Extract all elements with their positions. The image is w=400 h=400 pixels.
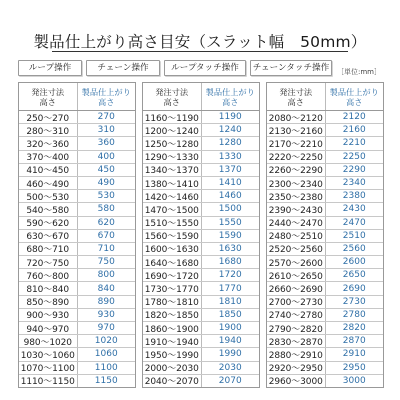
- header-order-height: 発注寸法 高さ: [267, 83, 326, 110]
- finished-height-cell: 2250: [342, 151, 366, 162]
- table-row: [267, 296, 383, 309]
- order-height-cell: 2260〜2290: [267, 164, 326, 176]
- order-height-cell: 2040〜2070: [143, 375, 202, 387]
- height-table-1: [18, 82, 136, 388]
- order-height-cell: 2000〜2030: [143, 362, 202, 374]
- table-row: [143, 177, 259, 190]
- finished-height-cell: 310: [97, 125, 115, 136]
- order-height-cell: 2830〜2870: [267, 335, 326, 347]
- order-height-cell: 2220〜2250: [267, 151, 326, 163]
- order-height-cell: 900〜930: [19, 309, 78, 321]
- table-row: [19, 111, 135, 124]
- table-row: [143, 217, 259, 230]
- header-order-height: 発注寸法 高さ: [143, 83, 202, 110]
- order-height-cell: 590〜620: [19, 217, 78, 229]
- table-row: [143, 256, 259, 269]
- finished-height-cell: 2510: [342, 230, 366, 241]
- order-height-cell: 2880〜2910: [267, 348, 326, 360]
- finished-height-cell: 670: [97, 230, 115, 241]
- table-row: [19, 137, 135, 150]
- table-row: [143, 296, 259, 309]
- order-height-cell: 2300〜2340: [267, 177, 326, 189]
- table-row: [267, 151, 383, 164]
- table-row: [19, 164, 135, 177]
- order-height-cell: 1110〜1150: [19, 375, 78, 387]
- finished-height-cell: 1280: [218, 138, 242, 149]
- table-row: [267, 269, 383, 282]
- tab-chain-touch[interactable]: チェーンタッチ操作: [250, 60, 332, 76]
- order-height-cell: 1510〜1550: [143, 217, 202, 229]
- order-height-cell: 810〜840: [19, 282, 78, 294]
- table-row: [267, 111, 383, 124]
- table-row: [267, 190, 383, 203]
- table-row: [19, 335, 135, 348]
- table-row: [19, 190, 135, 203]
- table-row: [19, 362, 135, 375]
- order-height-cell: 250〜270: [19, 111, 78, 123]
- table-row: [143, 335, 259, 348]
- tab-loop[interactable]: ループ操作: [18, 60, 82, 76]
- finished-height-cell: 1410: [218, 178, 242, 189]
- table-row: [19, 217, 135, 230]
- finished-height-cell: 2870: [342, 336, 366, 347]
- finished-height-cell: 1370: [218, 164, 242, 175]
- finished-height-cell: 2690: [342, 283, 366, 294]
- finished-height-cell: 2780: [342, 309, 366, 320]
- header-order-height: 発注寸法 高さ: [19, 83, 78, 110]
- order-height-cell: 720〜750: [19, 256, 78, 268]
- order-height-cell: 1560〜1590: [143, 230, 202, 242]
- finished-height-cell: 1190: [218, 112, 242, 123]
- tab-chain[interactable]: チェーン操作: [86, 60, 160, 76]
- finished-height-cell: 1770: [218, 283, 242, 294]
- order-height-cell: 2660〜2690: [267, 282, 326, 294]
- finished-height-cell: 1850: [218, 309, 242, 320]
- finished-height-cell: 360: [97, 138, 115, 149]
- finished-height-cell: 750: [97, 257, 115, 268]
- finished-height-cell: 530: [97, 191, 115, 202]
- order-height-cell: 1690〜1720: [143, 269, 202, 281]
- table-row: [143, 137, 259, 150]
- order-height-cell: 1290〜1330: [143, 151, 202, 163]
- table-row: [143, 322, 259, 335]
- table-row: [143, 124, 259, 137]
- table-row: [143, 203, 259, 216]
- finished-height-cell: 2910: [342, 349, 366, 360]
- order-height-cell: 1640〜1680: [143, 256, 202, 268]
- order-height-cell: 370〜400: [19, 151, 78, 163]
- finished-height-cell: 2120: [342, 112, 366, 123]
- table-row: [267, 177, 383, 190]
- table-row: [143, 230, 259, 243]
- header-finished-height: 製品仕上がり 高さ: [81, 86, 131, 107]
- order-height-cell: 1780〜1810: [143, 296, 202, 308]
- table-row: [19, 124, 135, 137]
- table-row: [267, 243, 383, 256]
- finished-height-cell: 1060: [94, 349, 118, 360]
- finished-height-cell: 1900: [218, 323, 242, 334]
- order-height-cell: 1860〜1900: [143, 322, 202, 334]
- finished-height-cell: 1590: [218, 230, 242, 241]
- table-row: [267, 164, 383, 177]
- order-height-cell: 1160〜1190: [143, 111, 202, 123]
- header-finished-height: 製品仕上がり 高さ: [329, 86, 379, 107]
- table-row: [143, 282, 259, 295]
- finished-height-cell: 800: [97, 270, 115, 281]
- table-row: [267, 137, 383, 150]
- table-row: [267, 348, 383, 361]
- table-row: [267, 335, 383, 348]
- table-row: [19, 203, 135, 216]
- order-height-cell: 410〜450: [19, 164, 78, 176]
- finished-height-cell: 2950: [342, 362, 366, 373]
- finished-height-cell: 1240: [218, 125, 242, 136]
- order-height-cell: 2130〜2160: [267, 124, 326, 136]
- page-title: 製品仕上がり高さ目安（スラット幅 50mm）: [33, 33, 367, 51]
- finished-height-cell: 450: [97, 164, 115, 175]
- finished-height-cell: 1940: [218, 336, 242, 347]
- order-height-cell: 2350〜2380: [267, 190, 326, 202]
- finished-height-cell: 1020: [94, 336, 118, 347]
- order-height-cell: 280〜310: [19, 124, 78, 136]
- finished-height-cell: 2070: [218, 375, 242, 386]
- finished-height-cell: 1810: [218, 296, 242, 307]
- finished-height-cell: 2560: [342, 243, 366, 254]
- table-row: [267, 322, 383, 335]
- order-height-cell: 1070〜1100: [19, 362, 78, 374]
- finished-height-cell: 2030: [218, 362, 242, 373]
- order-height-cell: 1420〜1460: [143, 190, 202, 202]
- order-height-cell: 940〜970: [19, 322, 78, 334]
- finished-height-cell: 1150: [94, 375, 118, 386]
- table-row: [267, 309, 383, 322]
- table-row: [19, 375, 135, 387]
- finished-height-cell: 270: [97, 112, 115, 123]
- table-row: [267, 203, 383, 216]
- order-height-cell: 760〜800: [19, 269, 78, 281]
- table-row: [267, 124, 383, 137]
- order-height-cell: 1730〜1770: [143, 282, 202, 294]
- order-height-cell: 2520〜2560: [267, 243, 326, 255]
- table-row: [19, 322, 135, 335]
- finished-height-cell: 840: [97, 283, 115, 294]
- order-height-cell: 2920〜2950: [267, 362, 326, 374]
- order-height-cell: 2440〜2470: [267, 217, 326, 229]
- finished-height-cell: 2210: [342, 138, 366, 149]
- table-row: [267, 256, 383, 269]
- finished-height-cell: 710: [97, 243, 115, 254]
- order-height-cell: 2390〜2430: [267, 203, 326, 215]
- table-row: [143, 375, 259, 387]
- table-row: [267, 282, 383, 295]
- order-height-cell: 680〜710: [19, 243, 78, 255]
- order-height-cell: 1200〜1240: [143, 124, 202, 136]
- finished-height-cell: 400: [97, 151, 115, 162]
- order-height-cell: 2790〜2820: [267, 322, 326, 334]
- finished-height-cell: 2290: [342, 164, 366, 175]
- finished-height-cell: 580: [97, 204, 115, 215]
- order-height-cell: 1910〜1940: [143, 335, 202, 347]
- finished-height-cell: 1500: [218, 204, 242, 215]
- title-underline: [52, 51, 348, 52]
- finished-height-cell: 1460: [218, 191, 242, 202]
- order-height-cell: 2610〜2650: [267, 269, 326, 281]
- order-height-cell: 1340〜1370: [143, 164, 202, 176]
- finished-height-cell: 2730: [342, 296, 366, 307]
- unit-note: ［単位:mm］: [337, 68, 381, 76]
- finished-height-cell: 1100: [94, 362, 118, 373]
- finished-height-cell: 2650: [342, 270, 366, 281]
- order-height-cell: 850〜890: [19, 296, 78, 308]
- order-height-cell: 2570〜2600: [267, 256, 326, 268]
- order-height-cell: 320〜360: [19, 137, 78, 149]
- finished-height-cell: 1720: [218, 270, 242, 281]
- order-height-cell: 630〜670: [19, 230, 78, 242]
- order-height-cell: 1250〜1280: [143, 137, 202, 149]
- table-row: [143, 151, 259, 164]
- finished-height-cell: 930: [97, 309, 115, 320]
- order-height-cell: 1030〜1060: [19, 348, 78, 360]
- finished-height-cell: 1330: [218, 151, 242, 162]
- table-row: [267, 217, 383, 230]
- finished-height-cell: 490: [97, 178, 115, 189]
- finished-height-cell: 1990: [218, 349, 242, 360]
- finished-height-cell: 1550: [218, 217, 242, 228]
- table-row: [267, 362, 383, 375]
- finished-height-cell: 2160: [342, 125, 366, 136]
- order-height-cell: 1600〜1630: [143, 243, 202, 255]
- height-table-2: [142, 82, 260, 388]
- order-height-cell: 540〜580: [19, 203, 78, 215]
- finished-height-cell: 970: [97, 323, 115, 334]
- table-header: [19, 83, 135, 111]
- finished-height-cell: 620: [97, 217, 115, 228]
- finished-height-cell: 2340: [342, 178, 366, 189]
- finished-height-cell: 1680: [218, 257, 242, 268]
- finished-height-cell: 3000: [342, 375, 366, 386]
- table-row: [19, 282, 135, 295]
- order-height-cell: 2080〜2120: [267, 111, 326, 123]
- operation-tabs: [18, 60, 330, 76]
- order-height-cell: 2700〜2730: [267, 296, 326, 308]
- table-row: [143, 164, 259, 177]
- table-row: [19, 177, 135, 190]
- table-row: [143, 269, 259, 282]
- table-row: [143, 362, 259, 375]
- table-row: [19, 309, 135, 322]
- table-row: [143, 111, 259, 124]
- table-header: [267, 83, 383, 111]
- table-row: [19, 256, 135, 269]
- table-row: [267, 230, 383, 243]
- table-row: [143, 243, 259, 256]
- tab-loop-touch[interactable]: ループタッチ操作: [164, 60, 246, 76]
- finished-height-cell: 2820: [342, 323, 366, 334]
- finished-height-cell: 2430: [342, 204, 366, 215]
- header-finished-height: 製品仕上がり 高さ: [205, 86, 255, 107]
- table-row: [19, 296, 135, 309]
- table-row: [143, 309, 259, 322]
- order-height-cell: 460〜490: [19, 177, 78, 189]
- table-header: [143, 83, 259, 111]
- order-height-cell: 1950〜1990: [143, 348, 202, 360]
- table-row: [267, 375, 383, 387]
- order-height-cell: 980〜1020: [19, 335, 78, 347]
- table-row: [19, 269, 135, 282]
- table-row: [19, 348, 135, 361]
- finished-height-cell: 2600: [342, 257, 366, 268]
- height-table-3: [266, 82, 384, 388]
- finished-height-cell: 890: [97, 296, 115, 307]
- table-row: [143, 190, 259, 203]
- table-row: [19, 243, 135, 256]
- table-row: [19, 230, 135, 243]
- table-row: [143, 348, 259, 361]
- order-height-cell: 2480〜2510: [267, 230, 326, 242]
- order-height-cell: 2170〜2210: [267, 137, 326, 149]
- finished-height-cell: 2470: [342, 217, 366, 228]
- table-row: [19, 151, 135, 164]
- order-height-cell: 2740〜2780: [267, 309, 326, 321]
- finished-height-cell: 2380: [342, 191, 366, 202]
- order-height-cell: 500〜530: [19, 190, 78, 202]
- order-height-cell: 1470〜1500: [143, 203, 202, 215]
- order-height-cell: 1820〜1850: [143, 309, 202, 321]
- order-height-cell: 2960〜3000: [267, 375, 326, 387]
- order-height-cell: 1380〜1410: [143, 177, 202, 189]
- finished-height-cell: 1630: [218, 243, 242, 254]
